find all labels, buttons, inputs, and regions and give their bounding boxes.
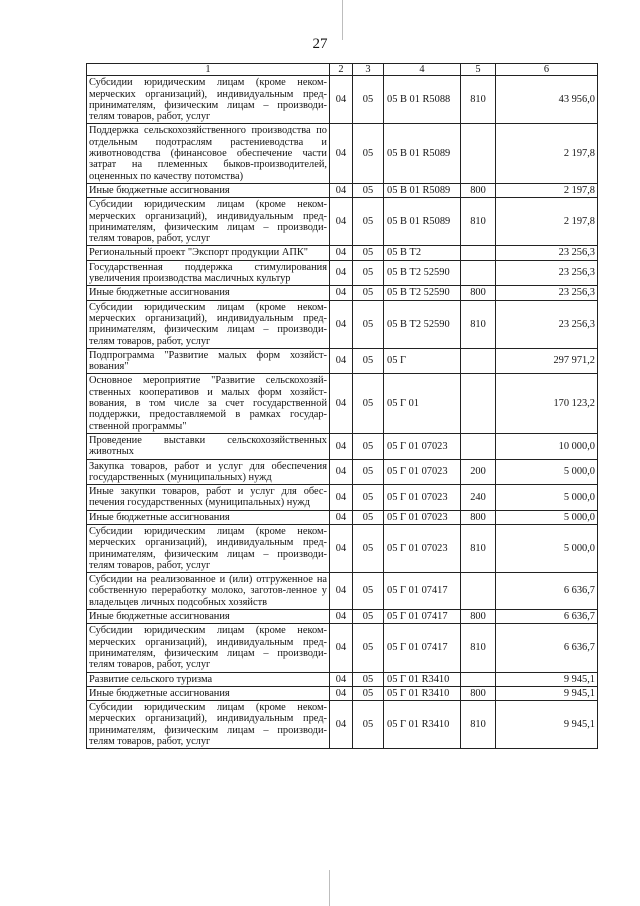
expense-type-cell: 800	[461, 686, 496, 700]
subsection-code-cell: 05	[353, 246, 384, 260]
item-name-cell: Иные закупки товаров, работ и услуг для обес-печения государственных (муниципальных) нужд	[87, 485, 330, 511]
section-code-cell: 04	[330, 610, 353, 624]
subsection-code-cell: 05	[353, 510, 384, 524]
expense-type-cell: 200	[461, 459, 496, 485]
section-code-cell: 04	[330, 573, 353, 610]
target-article-cell: 05 В 01 R5089	[384, 198, 461, 246]
table-row	[87, 624, 598, 672]
table-row	[87, 433, 598, 459]
expense-type-cell	[461, 573, 496, 610]
header-cell: 2	[330, 64, 353, 76]
target-article-cell: 05 В Т2 52590	[384, 286, 461, 300]
table-row	[87, 610, 598, 624]
item-name-cell: Иные бюджетные ассигнования	[87, 286, 330, 300]
table-row	[87, 374, 598, 433]
subsection-code-cell: 05	[353, 374, 384, 433]
item-name-cell: Субсидии юридическим лицам (кроме неком-мерческих организаций), индивидуальным пред-принимателям, физическим лицам – производи-телям товаров, работ, услуг	[87, 300, 330, 348]
expense-type-cell: 810	[461, 76, 496, 124]
expense-type-cell	[461, 246, 496, 260]
header-cell: 6	[496, 64, 598, 76]
amount-cell: 9 945,1	[496, 686, 598, 700]
scan-fold-line-top	[342, 0, 343, 40]
subsection-code-cell: 05	[353, 686, 384, 700]
section-code-cell: 04	[330, 124, 353, 183]
subsection-code-cell: 05	[353, 610, 384, 624]
section-code-cell: 04	[330, 672, 353, 686]
expense-type-cell	[461, 348, 496, 374]
item-name-cell: Развитие сельского туризма	[87, 672, 330, 686]
target-article-cell: 05 В Т2 52590	[384, 260, 461, 286]
expense-type-cell: 810	[461, 198, 496, 246]
expense-type-cell	[461, 433, 496, 459]
table-row	[87, 510, 598, 524]
item-name-cell: Иные бюджетные ассигнования	[87, 183, 330, 197]
section-code-cell: 04	[330, 198, 353, 246]
expense-type-cell: 800	[461, 610, 496, 624]
section-code-cell: 04	[330, 286, 353, 300]
amount-cell: 43 956,0	[496, 76, 598, 124]
amount-cell: 5 000,0	[496, 524, 598, 572]
amount-cell: 23 256,3	[496, 260, 598, 286]
table-row	[87, 124, 598, 183]
target-article-cell: 05 Г 01 R3410	[384, 701, 461, 749]
expense-type-cell: 810	[461, 524, 496, 572]
page-number: 27	[312, 36, 328, 52]
expense-type-cell: 800	[461, 286, 496, 300]
amount-cell: 6 636,7	[496, 624, 598, 672]
amount-cell: 2 197,8	[496, 183, 598, 197]
subsection-code-cell: 05	[353, 124, 384, 183]
subsection-code-cell: 05	[353, 183, 384, 197]
section-code-cell: 04	[330, 300, 353, 348]
subsection-code-cell: 05	[353, 76, 384, 124]
target-article-cell: 05 Г	[384, 348, 461, 374]
subsection-code-cell: 05	[353, 485, 384, 511]
target-article-cell: 05 Г 01 07417	[384, 573, 461, 610]
amount-cell: 9 945,1	[496, 672, 598, 686]
target-article-cell: 05 Г 01	[384, 374, 461, 433]
target-article-cell: 05 В 01 R5089	[384, 183, 461, 197]
table-row	[87, 183, 598, 197]
amount-cell: 5 000,0	[496, 485, 598, 511]
amount-cell: 23 256,3	[496, 246, 598, 260]
table-row	[87, 286, 598, 300]
subsection-code-cell: 05	[353, 286, 384, 300]
table-body	[87, 76, 598, 749]
table-row	[87, 672, 598, 686]
item-name-cell: Основное мероприятие "Развитие сельскохозяй-ственных кооперативов и малых форм хозяйст-вования, в том числе за счет государственной поддержки, предоставляемой в рамках государ-ственной программы"	[87, 374, 330, 433]
section-code-cell: 04	[330, 485, 353, 511]
table-row	[87, 76, 598, 124]
subsection-code-cell: 05	[353, 459, 384, 485]
expense-type-cell: 800	[461, 510, 496, 524]
header-cell: 4	[384, 64, 461, 76]
subsection-code-cell: 05	[353, 524, 384, 572]
target-article-cell: 05 В Т2 52590	[384, 300, 461, 348]
subsection-code-cell: 05	[353, 573, 384, 610]
table-row	[87, 348, 598, 374]
section-code-cell: 04	[330, 76, 353, 124]
target-article-cell: 05 Г 01 R3410	[384, 672, 461, 686]
expense-type-cell: 810	[461, 300, 496, 348]
table-row	[87, 573, 598, 610]
amount-cell: 2 197,8	[496, 198, 598, 246]
table-row	[87, 524, 598, 572]
target-article-cell: 05 Г 01 07023	[384, 485, 461, 511]
target-article-cell: 05 Г 01 07023	[384, 433, 461, 459]
target-article-cell: 05 Г 01 07417	[384, 624, 461, 672]
target-article-cell: 05 В 01 R5088	[384, 76, 461, 124]
section-code-cell: 04	[330, 686, 353, 700]
item-name-cell: Субсидии юридическим лицам (кроме неком-мерческих организаций), индивидуальным пред-принимателям, физическим лицам – производи-телям товаров, работ, услуг	[87, 524, 330, 572]
amount-cell: 10 000,0	[496, 433, 598, 459]
budget-table	[86, 63, 598, 749]
header-cell: 5	[461, 64, 496, 76]
target-article-cell: 05 В Т2	[384, 246, 461, 260]
amount-cell: 170 123,2	[496, 374, 598, 433]
section-code-cell: 04	[330, 624, 353, 672]
expense-type-cell	[461, 124, 496, 183]
amount-cell: 2 197,8	[496, 124, 598, 183]
item-name-cell: Субсидии юридическим лицам (кроме неком-мерческих организаций), индивидуальным пред-принимателям, физическим лицам – производи-телям товаров, работ, услуг	[87, 76, 330, 124]
section-code-cell: 04	[330, 374, 353, 433]
item-name-cell: Региональный проект "Экспорт продукции АПК"	[87, 246, 330, 260]
subsection-code-cell: 05	[353, 348, 384, 374]
item-name-cell: Иные бюджетные ассигнования	[87, 510, 330, 524]
section-code-cell: 04	[330, 183, 353, 197]
section-code-cell: 04	[330, 459, 353, 485]
target-article-cell: 05 Г 01 07023	[384, 524, 461, 572]
expense-type-cell: 240	[461, 485, 496, 511]
target-article-cell: 05 Г 01 07023	[384, 459, 461, 485]
amount-cell: 23 256,3	[496, 300, 598, 348]
header-cell: 1	[87, 64, 330, 76]
scan-fold-line-bottom	[329, 870, 330, 906]
subsection-code-cell: 05	[353, 672, 384, 686]
amount-cell: 6 636,7	[496, 573, 598, 610]
table-row	[87, 260, 598, 286]
header-cell: 3	[353, 64, 384, 76]
item-name-cell: Иные бюджетные ассигнования	[87, 610, 330, 624]
target-article-cell: 05 В 01 R5089	[384, 124, 461, 183]
item-name-cell: Субсидии юридическим лицам (кроме неком-мерческих организаций), индивидуальным пред-принимателям, физическим лицам – производи-телям товаров, работ, услуг	[87, 701, 330, 749]
subsection-code-cell: 05	[353, 701, 384, 749]
table-row	[87, 459, 598, 485]
section-code-cell: 04	[330, 433, 353, 459]
section-code-cell: 04	[330, 246, 353, 260]
section-code-cell: 04	[330, 348, 353, 374]
table-row	[87, 246, 598, 260]
item-name-cell: Подпрограмма "Развитие малых форм хозяйст-вования"	[87, 348, 330, 374]
expense-type-cell: 800	[461, 183, 496, 197]
item-name-cell: Субсидии юридическим лицам (кроме неком-мерческих организаций), индивидуальным пред-принимателям, физическим лицам – производи-телям товаров, работ, услуг	[87, 198, 330, 246]
subsection-code-cell: 05	[353, 260, 384, 286]
amount-cell: 5 000,0	[496, 459, 598, 485]
subsection-code-cell: 05	[353, 198, 384, 246]
expense-type-cell	[461, 374, 496, 433]
item-name-cell: Иные бюджетные ассигнования	[87, 686, 330, 700]
table-row	[87, 198, 598, 246]
subsection-code-cell: 05	[353, 300, 384, 348]
section-code-cell: 04	[330, 524, 353, 572]
subsection-code-cell: 05	[353, 433, 384, 459]
section-code-cell: 04	[330, 260, 353, 286]
item-name-cell: Субсидии юридическим лицам (кроме неком-мерческих организаций), индивидуальным пред-принимателям, физическим лицам – производи-телям товаров, работ, услуг	[87, 624, 330, 672]
item-name-cell: Субсидии на реализованное и (или) отгруженное на собственную переработку молоко, заготов-ленное у владельцев личных подсобных хозяйств	[87, 573, 330, 610]
item-name-cell: Проведение выставки сельскохозяйственных животных	[87, 433, 330, 459]
item-name-cell: Поддержка сельскохозяйственного производства по отдельным подотраслям растениеводства и животноводства (финансовое обеспечение части затрат на племенных быков-производителей, оцененных по качеству потомства)	[87, 124, 330, 183]
item-name-cell: Государственная поддержка стимулирования увеличения производства масличных культур	[87, 260, 330, 286]
section-code-cell: 04	[330, 701, 353, 749]
target-article-cell: 05 Г 01 R3410	[384, 686, 461, 700]
table-row	[87, 485, 598, 511]
expense-type-cell: 810	[461, 624, 496, 672]
amount-cell: 297 971,2	[496, 348, 598, 374]
target-article-cell: 05 Г 01 07023	[384, 510, 461, 524]
target-article-cell: 05 Г 01 07417	[384, 610, 461, 624]
table-header-row	[87, 64, 598, 76]
expense-type-cell: 810	[461, 701, 496, 749]
section-code-cell: 04	[330, 510, 353, 524]
table-row	[87, 686, 598, 700]
item-name-cell: Закупка товаров, работ и услуг для обеспечения государственных (муниципальных) нужд	[87, 459, 330, 485]
table-row	[87, 300, 598, 348]
expense-type-cell	[461, 672, 496, 686]
amount-cell: 5 000,0	[496, 510, 598, 524]
expense-type-cell	[461, 260, 496, 286]
table-row	[87, 701, 598, 749]
subsection-code-cell: 05	[353, 624, 384, 672]
amount-cell: 9 945,1	[496, 701, 598, 749]
amount-cell: 23 256,3	[496, 286, 598, 300]
amount-cell: 6 636,7	[496, 610, 598, 624]
